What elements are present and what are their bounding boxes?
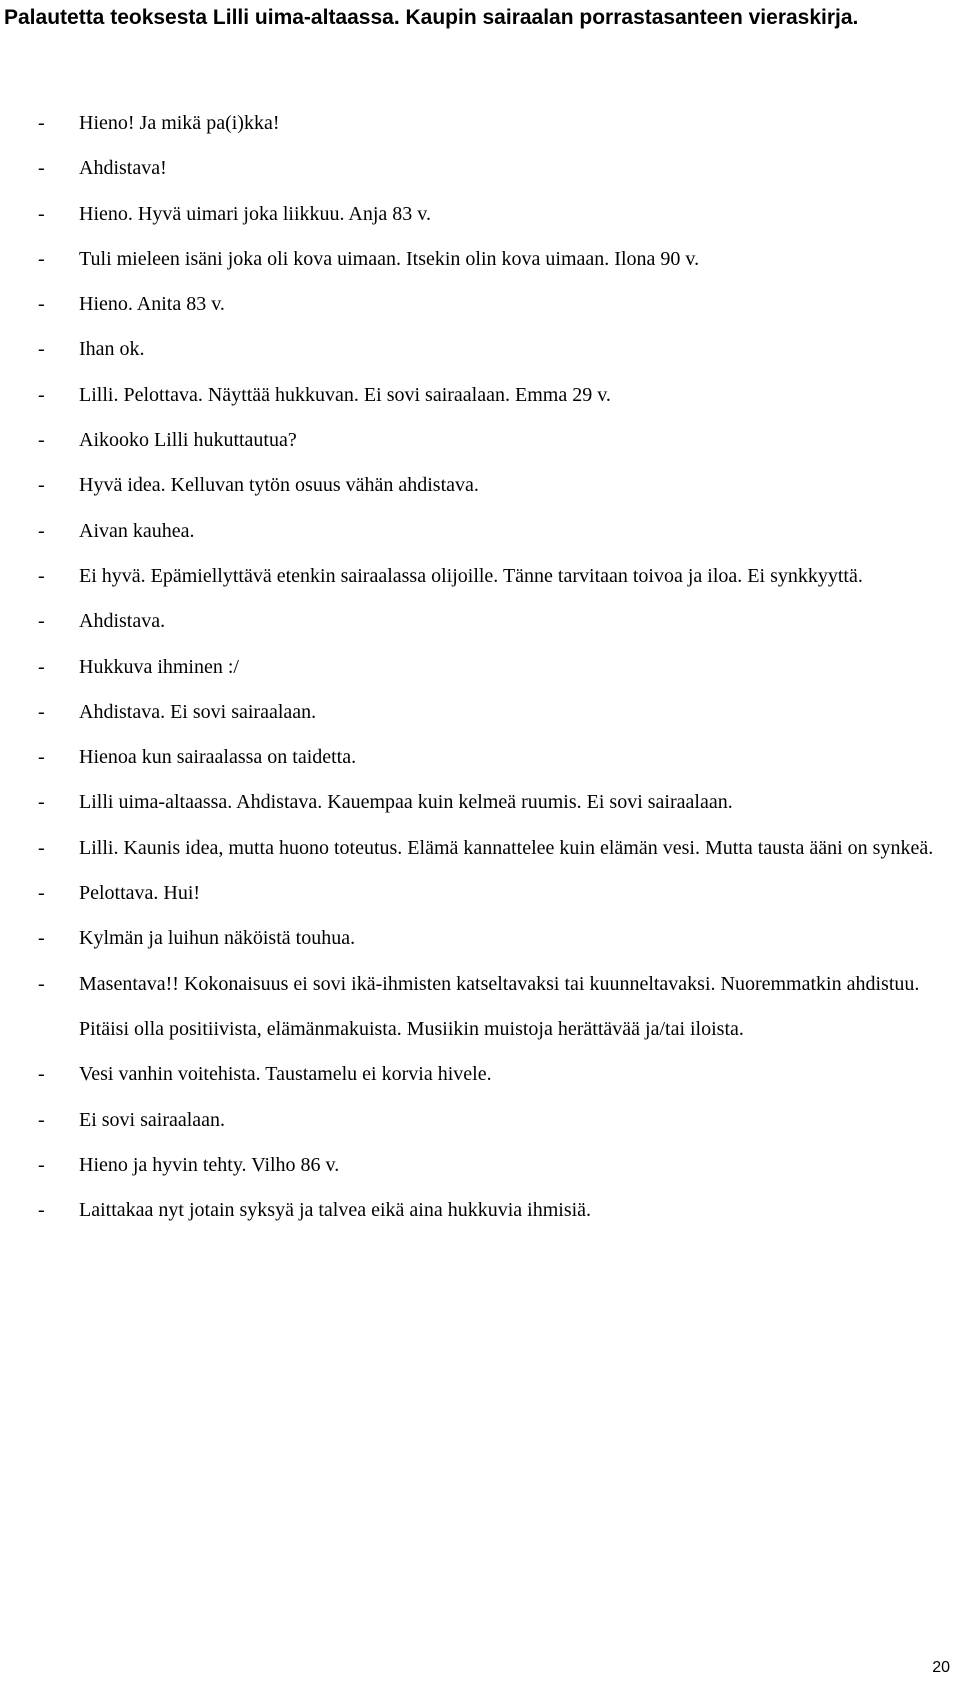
comment-item [38, 509, 943, 554]
comment-item [38, 645, 943, 690]
comment-item [38, 1143, 943, 1188]
comment-text: Ei hyvä. Epämiellyttävä etenkin sairaalassa olijoille. Tänne tarvitaan toivoa ja iloa. Ei synkkyyttä. [79, 564, 863, 587]
bullet-dash: - [38, 1153, 45, 1176]
comment-item [38, 826, 943, 871]
comment-text: Hienoa kun sairaalassa on taidetta. [79, 746, 357, 769]
comment-text: Kylmän ja luihun näköistä touhua. [79, 927, 356, 950]
comment-text: Ahdistava. Ei sovi sairaalaan. [79, 700, 317, 723]
comment-item [38, 327, 943, 372]
comment-text: Tuli mieleen isäni joka oli kova uimaan. Itsekin olin kova uimaan. Ilona 90 v. [79, 247, 700, 270]
comment-text: Pelottava. Hui! [79, 882, 201, 905]
bullet-dash: - [38, 836, 45, 859]
comment-text: Laittakaa nyt jotain syksyä ja talvea eikä aina hukkuvia ihmisiä. [79, 1199, 592, 1222]
comment-item [38, 690, 943, 735]
comment-item [38, 237, 943, 282]
comment-item [38, 418, 943, 463]
comment-item [38, 192, 943, 237]
comment-item [38, 146, 943, 191]
bullet-dash: - [38, 519, 45, 542]
comment-item [38, 554, 943, 599]
bullet-dash: - [38, 882, 45, 905]
bullet-dash: - [38, 157, 45, 180]
comment-text: Ei sovi sairaalaan. [79, 1108, 226, 1131]
comment-item [38, 1188, 943, 1233]
bullet-dash: - [38, 746, 45, 769]
comment-item [38, 599, 943, 644]
comment-text: Aikooko Lilli hukuttautua? [79, 429, 297, 452]
comment-text: Hyvä idea. Kelluvan tytön osuus vähän ahdistava. [79, 474, 479, 497]
bullet-dash: - [38, 474, 45, 497]
document-title: Palautetta teoksesta Lilli uima-altaassa. Kaupin sairaalan porrastasanteen vieraskirja. [4, 6, 859, 29]
bullet-dash: - [38, 610, 45, 633]
bullet-dash: - [38, 655, 45, 678]
bullet-dash: - [38, 791, 45, 814]
bullet-dash: - [38, 293, 45, 316]
comment-item [38, 463, 943, 508]
bullet-dash: - [38, 1199, 45, 1222]
comment-item [38, 1052, 943, 1097]
bullet-dash: - [38, 972, 45, 995]
bullet-dash: - [38, 1063, 45, 1086]
comment-text: Hieno! Ja mikä pa(i)kka! [79, 112, 280, 134]
bullet-dash: - [38, 927, 45, 950]
comment-text: Aivan kauhea. [79, 519, 195, 542]
comment-item [38, 780, 943, 825]
comment-item [38, 871, 943, 916]
bullet-dash: - [38, 700, 45, 723]
comment-text: Ihan ok. [79, 338, 145, 361]
comment-item [38, 735, 943, 780]
comment-text: Hukkuva ihminen :/ [79, 655, 239, 678]
comment-item [38, 1098, 943, 1143]
bullet-dash: - [38, 1108, 45, 1131]
comment-item [38, 101, 943, 146]
comment-item [38, 282, 943, 327]
comment-item [38, 373, 943, 418]
comment-list [38, 101, 943, 1233]
bullet-dash: - [38, 429, 45, 452]
comment-text: Vesi vanhin voitehista. Taustamelu ei korvia hivele. [79, 1063, 492, 1086]
comment-text: Lilli uima-altaassa. Ahdistava. Kauempaa kuin kelmeä ruumis. Ei sovi sairaalaan. [79, 791, 733, 814]
bullet-dash: - [38, 338, 45, 361]
comment-text: Hieno. Hyvä uimari joka liikkuu. Anja 83 v. [79, 202, 431, 225]
bullet-dash: - [38, 383, 45, 406]
comment-text: Ahdistava. [79, 610, 166, 633]
comment-item [38, 916, 943, 961]
comment-text: Ahdistava! [79, 157, 167, 180]
page-number: 20 [932, 1659, 950, 1676]
bullet-dash: - [38, 564, 45, 587]
comment-text: Lilli. Kaunis idea, mutta huono toteutus. Elämä kannattelee kuin elämän vesi. Mutta tausta ääni on synkeä. [79, 836, 934, 859]
comment-text: Masentava!! Kokonaisuus ei sovi ikä-ihmisten katseltavaksi tai kuunneltavaksi. Nuoremmatkin ahdistuu. Pitäisi olla positiivista, elämänmakuista. Musiikin muistoja herättävää ja/tai iloista. [79, 972, 920, 1040]
comment-text: Hieno ja hyvin tehty. Vilho 86 v. [79, 1153, 340, 1176]
bullet-dash: - [38, 112, 45, 134]
comment-text: Hieno. Anita 83 v. [79, 293, 225, 316]
comment-text: Lilli. Pelottava. Näyttää hukkuvan. Ei sovi sairaalaan. Emma 29 v. [79, 383, 611, 406]
comment-item [38, 962, 943, 1053]
bullet-dash: - [38, 202, 45, 225]
bullet-dash: - [38, 247, 45, 270]
